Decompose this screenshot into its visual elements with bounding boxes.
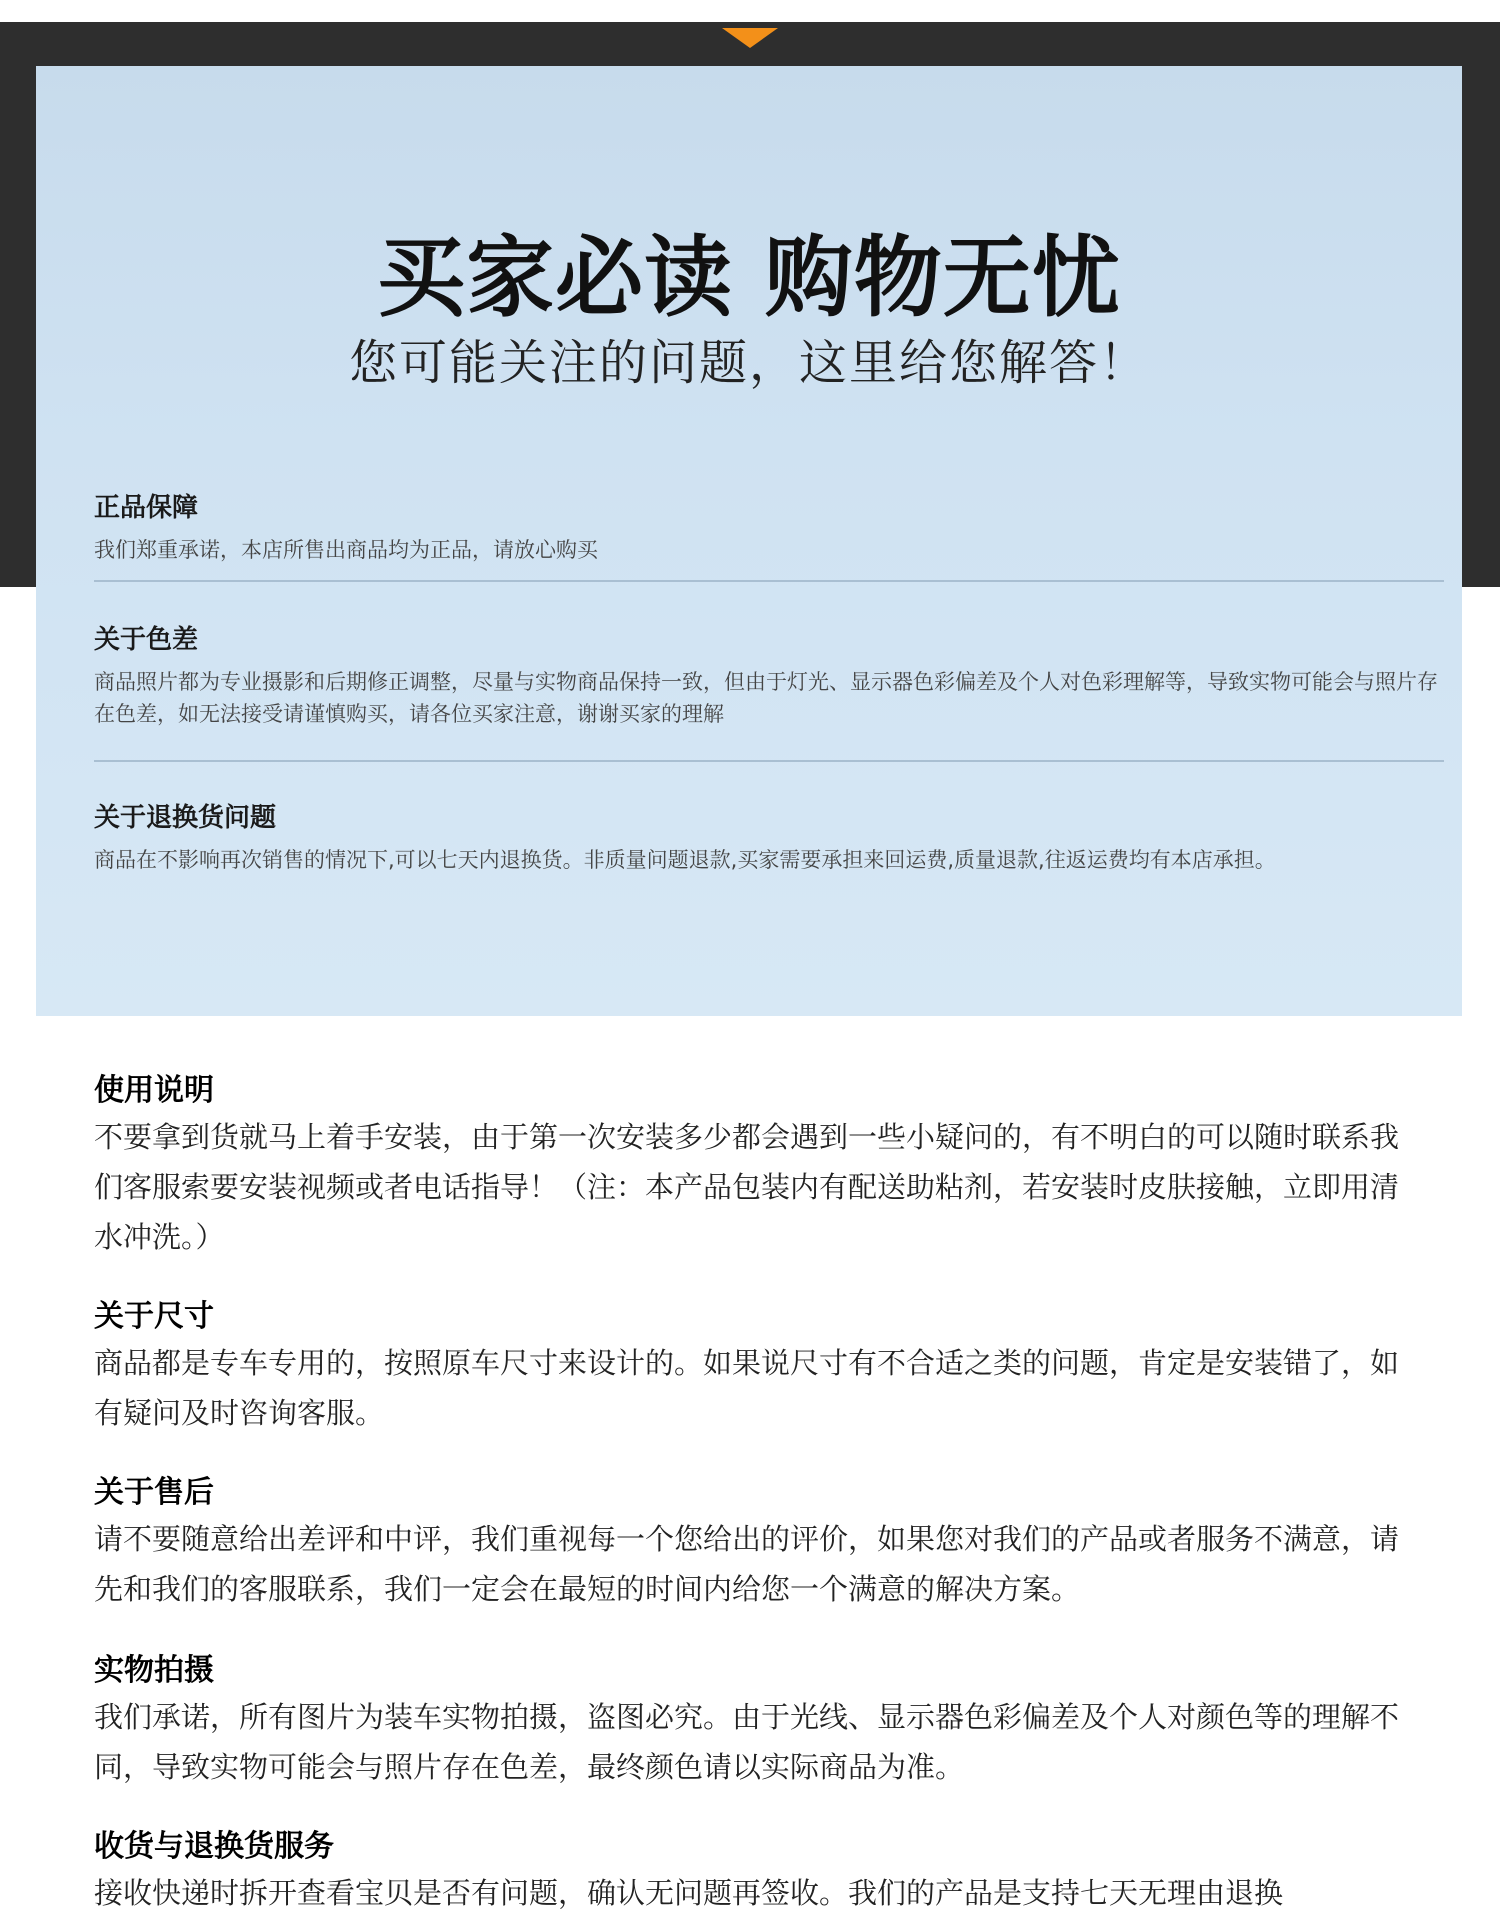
faq-text: 商品照片都为专业摄影和后期修正调整，尽量与实物商品保持一致，但由于灯光、显示器色彩偏差及个人对色彩理解等，导致实物可能会与照片存在色差，如无法接受请谨慎购买，请各位买家注意，谢谢买家的理解 [94,670,1438,726]
guide-size [94,1296,1424,1438]
page-title: 买家必读 购物无忧 [377,226,1121,329]
faq-title: 正品保障 [94,493,199,523]
guide-title: 关于尺寸 [94,1299,214,1334]
guide-real-photos [94,1650,1424,1792]
guide-usage [94,1070,1424,1262]
guide-text: 商品都是专车专用的，按照原车尺寸来设计的。如果说尺寸有不合适之类的问题，肯定是安装错了，如有疑问及时咨询客服。 [94,1346,1400,1430]
guide-text: 接收快递时拆开查看宝贝是否有问题，确认无问题再签收。我们的产品是支持七天无理由退换 [94,1876,1284,1910]
guide-title: 收货与退换货服务 [94,1829,334,1864]
guide-title: 关于售后 [94,1475,214,1510]
guide-text: 不要拿到货就马上着手安装，由于第一次安装多少都会遇到一些小疑问的，有不明白的可以随时联系我们客服索要安装视频或者电话指导！（注：本产品包装内有配送助粘剂，若安装时皮肤接触，立即用清水冲洗。） [94,1120,1400,1254]
guide-title: 实物拍摄 [94,1653,214,1688]
faq-item-returns [94,800,1444,876]
faq-text: 商品在不影响再次销售的情况下,可以七天内退换货。非质量问题退款,买家需要承担来回运费,质量退款,往返运费均有本店承担。 [94,848,1276,872]
faq-item-color-difference [94,622,1444,730]
guide-delivery-returns [94,1826,1424,1918]
faq-title: 关于退换货问题 [94,803,277,833]
faq-text: 我们郑重承诺，本店所售出商品均为正品，请放心购买 [94,538,598,562]
faq-divider [94,760,1444,762]
guide-text: 我们承诺，所有图片为装车实物拍摄，盗图必究。由于光线、显示器色彩偏差及个人对颜色等的理解不同，导致实物可能会与照片存在色差，最终颜色请以实际商品为准。 [94,1700,1400,1784]
down-arrow-icon [722,28,778,48]
faq-item-genuine [94,490,1444,566]
faq-title: 关于色差 [94,625,199,655]
page-subtitle: 您可能关注的问题，这里给您解答！ [348,335,1149,391]
guide-text: 请不要随意给出差评和中评，我们重视每一个您给出的评价，如果您对我们的产品或者服务不满意，请先和我们的客服联系，我们一定会在最短的时间内给您一个满意的解决方案。 [94,1522,1400,1606]
faq-divider [94,580,1444,582]
buyer-notice-card [36,66,1462,1016]
guide-title: 使用说明 [94,1073,214,1108]
guide-after-sales [94,1472,1424,1614]
